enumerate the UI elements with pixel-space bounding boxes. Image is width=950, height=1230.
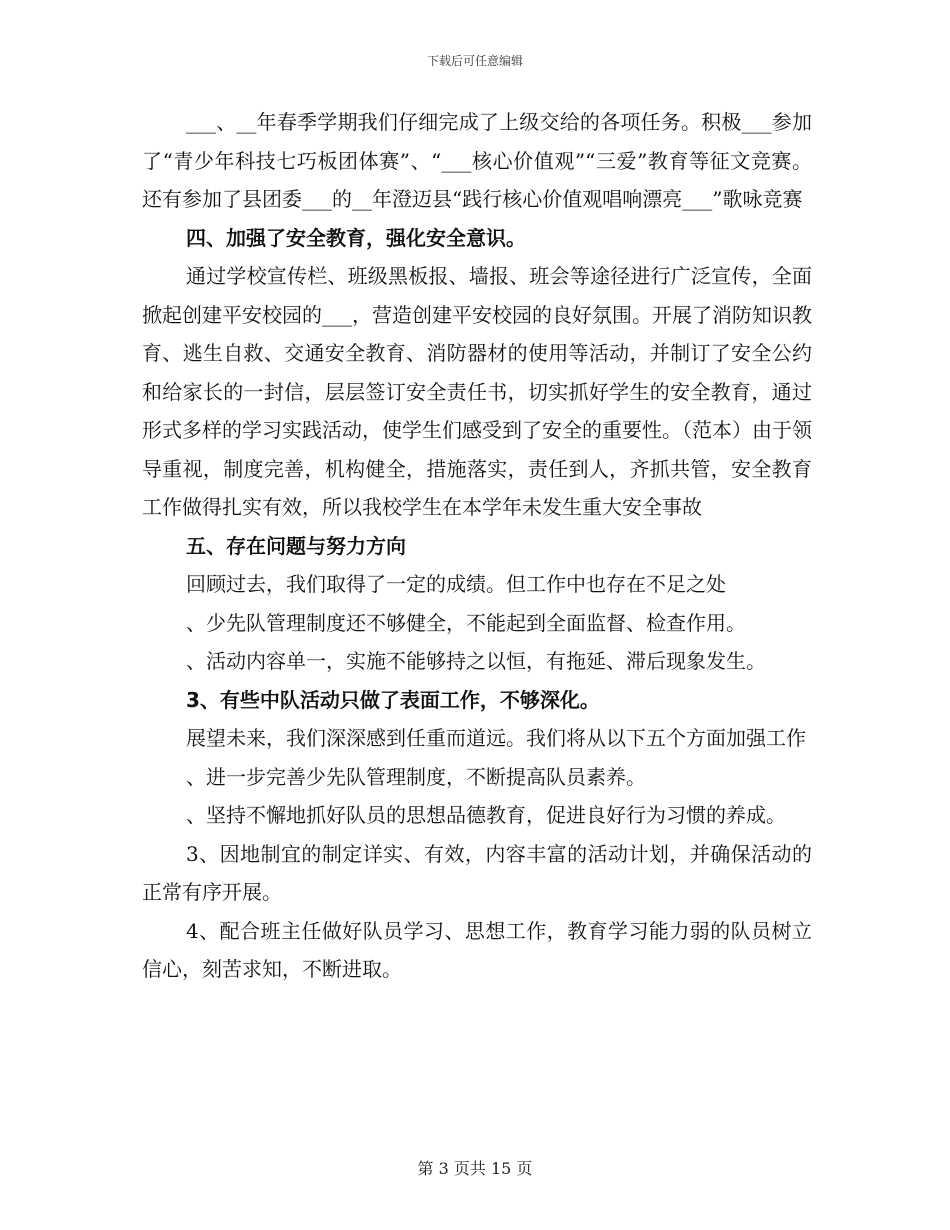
list-item-plan-4: 4、配合班主任做好队员学习、思想工作，教育学习能力弱的队员树立信心，刻苦求知，不断进取。 <box>142 918 812 981</box>
list-item-problem-3: 3、有些中队活动只做了表面工作，不够深化。 <box>186 687 600 712</box>
list-item-plan-1: 、进一步完善少先队管理制度，不断提高队员素养。 <box>186 764 646 789</box>
section-heading-safety: 四、加强了安全教育，强化安全意识。 <box>186 225 526 250</box>
list-item-plan-3: 3、因地制宜的制定详实、有效，内容丰富的活动计划，并确保活动的正常有序开展。 <box>142 841 812 904</box>
list-item-problem-1: 、少先队管理制度还不够健全，不能起到全面监督、检查作用。 <box>186 610 746 635</box>
section-heading-problems: 五、存在问题与努力方向 <box>186 533 406 558</box>
list-item-plan-2: 、坚持不懈地抓好队员的思想品德教育，促进良好行为习惯的养成。 <box>186 803 786 827</box>
paragraph-outlook: 展望未来，我们深深感到任重而道远。我们将从以下五个方面加强工作 <box>186 726 806 750</box>
list-item-problem-2: 、活动内容单一，实施不能够持之以恒，有拖延、滞后现象发生。 <box>186 649 766 673</box>
document-body <box>142 103 812 989</box>
page-number: 第 3 页共 15 页 <box>417 1159 533 1178</box>
page-header: 下载后可任意编辑 <box>426 54 523 68</box>
paragraph-tasks: ___、__年春季学期我们仔细完成了上级交给的各项任务。积极___参加了“青少年科技七巧板团体赛”、“___核心价值观”“三爱”教育等征文竞赛。还有参加了县团委___的__年澄迈县“践行核心价值观唱响漂亮___”歌咏竞赛 <box>142 110 812 211</box>
paragraph-review: 回顾过去，我们取得了一定的成绩。但工作中也存在不足之处 <box>186 572 726 596</box>
paragraph-safety: 通过学校宣传栏、班级黑板报、墙报、班会等途径进行广泛宣传，全面掀起创建平安校园的___，营造创建平安校园的良好氛围。开展了消防知识教育、逃生自救、交通安全教育、消防器材的使用等活动，并制订了安全公约和给家长的一封信，层层签订安全责任书，切实抓好学生的安全教育，通过形式多样的学习实践活动，使学生们感受到了安全的重要性。（范本）由于领导重视，制度完善，机构健全，措施落实，责任到人，齐抓共管，安全教育工作做得扎实有效，所以我校学生在本学年未发生重大安全事故 <box>142 264 812 519</box>
